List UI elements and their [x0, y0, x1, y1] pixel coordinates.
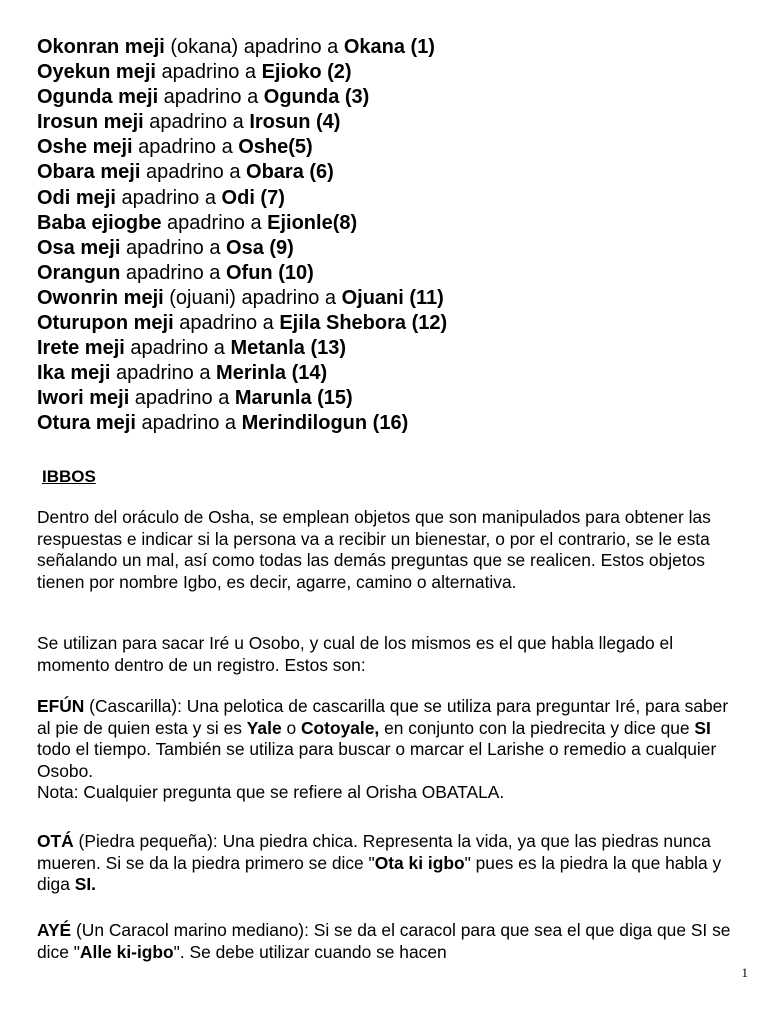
- odu-name: Irete meji: [37, 337, 125, 360]
- odu-line: [37, 35, 737, 60]
- efun-text-1: (Cascarilla): Una pelotica de cascarilla que se utiliza para preguntar Iré, para saber al pie de quien esta y si es: [37, 696, 729, 738]
- efun-bold-yale: Yale: [246, 717, 282, 738]
- odu-mid: apadrino a: [110, 362, 217, 385]
- odu-name: Otura meji: [37, 412, 136, 435]
- odu-mid: apadrino a: [135, 412, 242, 435]
- aye-text-2: ". Se debe utilizar cuando se hacen: [173, 941, 447, 962]
- odu-target: Obara (6): [246, 161, 334, 184]
- odu-line: [37, 336, 737, 361]
- odu-name: Oturupon meji: [37, 312, 174, 335]
- odu-mid: apadrino a: [155, 61, 262, 84]
- odu-name: Okonran meji: [37, 36, 165, 58]
- odu-line: [37, 411, 737, 436]
- odu-target: Merindilogun (16): [241, 412, 409, 435]
- odu-mid: apadrino a: [124, 337, 231, 360]
- efun-text-3: en conjunto con la piedrecita y dice que: [379, 717, 695, 738]
- odu-target: Oshe(5): [238, 136, 313, 159]
- odu-mid: apadrino a: [173, 312, 280, 335]
- odu-mid: apadrino a: [238, 36, 344, 58]
- odu-target: Irosun (4): [249, 111, 341, 134]
- odu-target: Ofun (10): [225, 261, 314, 284]
- odu-target: Ogunda (3): [263, 86, 370, 109]
- ota-term: OTÁ: [37, 831, 74, 851]
- odu-target: Marunla (15): [234, 387, 353, 410]
- odu-line: [37, 311, 737, 336]
- efun-bold-si: SI: [694, 717, 711, 738]
- odu-line: [37, 386, 737, 411]
- odu-name: Irosun meji: [37, 111, 144, 134]
- odu-name: Odi meji: [37, 186, 116, 209]
- odu-target: Ejioko (2): [261, 61, 352, 84]
- odu-line: [37, 211, 737, 236]
- odu-line: [37, 110, 737, 135]
- section-heading: IBBOS: [42, 467, 96, 486]
- paragraph-intro: Dentro del oráculo de Osha, se emplean objetos que son manipulados para obtener las respuestas e indicar si la persona va a recibir un bienestar, o por el contrario, se le esta señalando un mal, así como todas las demás preguntas que se realicen. Estos objetos tienen por nombre Igbo, es decir, agarre, camino o alternativa.: [37, 507, 711, 592]
- odu-line: [37, 361, 737, 386]
- odu-mid: apadrino a: [115, 186, 222, 209]
- odu-target: Metanla (13): [230, 337, 347, 360]
- odu-line: [37, 236, 737, 261]
- odu-name: Oyekun meji: [37, 61, 156, 84]
- paragraph-aye: [37, 920, 742, 963]
- odu-target: Ejila Shebora (12): [279, 312, 448, 335]
- odu-name: Osa meji: [37, 236, 121, 259]
- odu-line: [37, 85, 737, 110]
- odu-target: Ejionle(8): [267, 211, 358, 234]
- odu-target: Okana (1): [343, 36, 435, 58]
- efun-text-2: o: [281, 717, 301, 738]
- odu-mid: apadrino a: [120, 261, 226, 284]
- paragraph-ota: [37, 831, 742, 896]
- odu-name: Obara meji: [37, 161, 141, 184]
- paragraph-efun: [37, 696, 742, 804]
- odu-note: (okana): [164, 36, 239, 58]
- aye-bold-phrase: Alle ki-igbo: [79, 941, 174, 962]
- odu-target: Odi (7): [221, 186, 285, 209]
- ota-text-2: " pues es la piedra la que habla y diga: [37, 852, 722, 895]
- odu-name: Orangun: [37, 261, 121, 284]
- aye-term: AYÉ: [37, 920, 72, 940]
- efun-term: EFÚN: [37, 696, 85, 716]
- odu-mid: apadrino a: [158, 86, 264, 109]
- odu-mid: apadrino a: [120, 236, 227, 259]
- odu-line: [37, 160, 737, 185]
- odu-note: (ojuani): [163, 286, 236, 309]
- odu-mid: apadrino a: [132, 136, 239, 159]
- odu-line: [37, 286, 737, 311]
- odu-mid: apadrino a: [235, 286, 342, 309]
- ota-text-1: (Piedra pequeña): Una piedra chica. Representa la vida, ya que las piedras nunca mueren. Si se da la piedra primero se dice ": [37, 831, 711, 873]
- odu-line: [37, 186, 737, 211]
- efun-note: Nota: Cualquier pregunta que se refiere al Orisha OBATALA.: [37, 782, 505, 803]
- odu-line: [37, 60, 737, 85]
- efun-text-4: todo el tiempo. También se utiliza para buscar o marcar el Larishe o remedio a cualquier Osobo.: [37, 739, 717, 781]
- odu-name: Iwori meji: [37, 387, 130, 410]
- efun-bold-cotoyale: Cotoyale,: [300, 717, 380, 738]
- odu-name: Owonrin meji: [37, 286, 164, 309]
- odu-line: [37, 135, 737, 160]
- odu-name: Ika meji: [37, 362, 111, 385]
- page-number: 1: [741, 965, 748, 980]
- odu-target: Merinla (14): [216, 362, 328, 385]
- odu-name: Oshe meji: [37, 136, 133, 159]
- odu-list: [37, 35, 737, 437]
- ota-bold-si: SI.: [74, 874, 96, 895]
- ota-bold-phrase: Ota ki igbo: [374, 852, 465, 873]
- odu-mid: apadrino a: [140, 161, 247, 184]
- odu-target: Osa (9): [226, 236, 294, 259]
- odu-target: Ojuani (11): [341, 286, 444, 309]
- odu-mid: apadrino a: [161, 211, 268, 234]
- odu-mid: apadrino a: [129, 387, 235, 410]
- paragraph-usage: Se utilizan para sacar Iré u Osobo, y cual de los mismos es el que habla llegado el momento dentro de un registro. Estos son:: [37, 633, 674, 675]
- odu-name: Ogunda meji: [37, 86, 159, 109]
- odu-mid: apadrino a: [143, 111, 250, 134]
- aye-text-1: (Un Caracol marino mediano): Si se da el caracol para que sea el que diga que SI se dice ": [37, 920, 731, 962]
- odu-line: [37, 261, 737, 286]
- odu-name: Baba ejiogbe: [37, 211, 162, 234]
